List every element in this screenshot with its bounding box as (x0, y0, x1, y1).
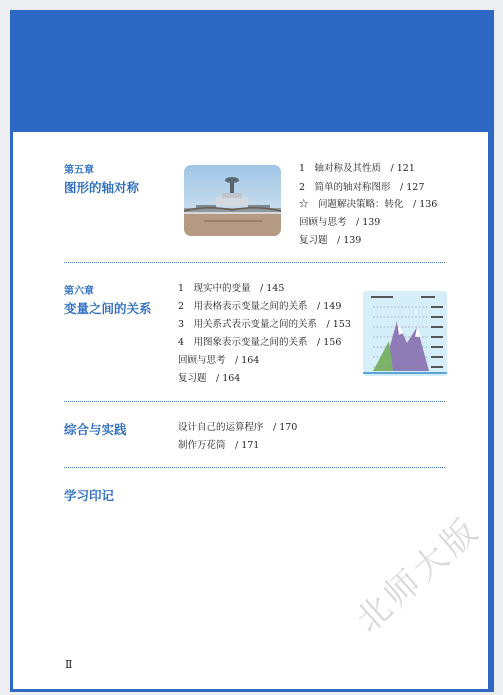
chapter-5-kicker: 第五章 (64, 165, 94, 176)
chapter-5-title: 图形的轴对称 (64, 180, 140, 195)
section-divider (64, 262, 445, 263)
toc-item[interactable]: 复习题 / 139 (299, 235, 362, 246)
altitude-diagram (363, 291, 447, 376)
practice-section-title: 综合与实践 (64, 422, 127, 437)
toc-item[interactable]: 1 现实中的变量 / 145 (178, 283, 285, 294)
section-divider (64, 401, 445, 402)
page-number: Ⅱ (65, 658, 72, 671)
toc-item[interactable]: 制作万花筒 / 171 (178, 440, 260, 451)
learning-notes-title: 学习印记 (64, 488, 115, 503)
publisher-watermark: 北师大版 (348, 509, 489, 641)
toc-item[interactable]: 2 用表格表示变量之间的关系 / 149 (178, 301, 342, 312)
chapter-6-title: 变量之间的关系 (64, 301, 152, 316)
toc-item[interactable]: 4 用图象表示变量之间的关系 / 156 (178, 337, 342, 348)
page-border-bottom (13, 689, 491, 692)
section-divider (64, 467, 445, 468)
toc-item[interactable]: 设计自己的运算程序 / 170 (178, 422, 298, 433)
chapter-6-kicker: 第六章 (64, 286, 94, 297)
toc-item[interactable]: 1 轴对称及其性质 / 121 (299, 163, 415, 174)
toc-item[interactable]: 回顾与思考 / 139 (299, 217, 381, 228)
toc-item[interactable]: 2 简单的轴对称图形 / 127 (299, 182, 425, 193)
header-banner (13, 10, 491, 132)
toc-item[interactable]: 3 用关系式表示变量之间的关系 / 153 (178, 319, 351, 330)
toc-item[interactable]: ☆ 问题解决策略：转化 / 136 (299, 199, 438, 210)
page-border-right (488, 10, 491, 692)
toc-item[interactable]: 回顾与思考 / 164 (178, 355, 260, 366)
bridge-photo (184, 165, 281, 236)
toc-item[interactable]: 复习题 / 164 (178, 373, 241, 384)
book-page (13, 10, 491, 692)
